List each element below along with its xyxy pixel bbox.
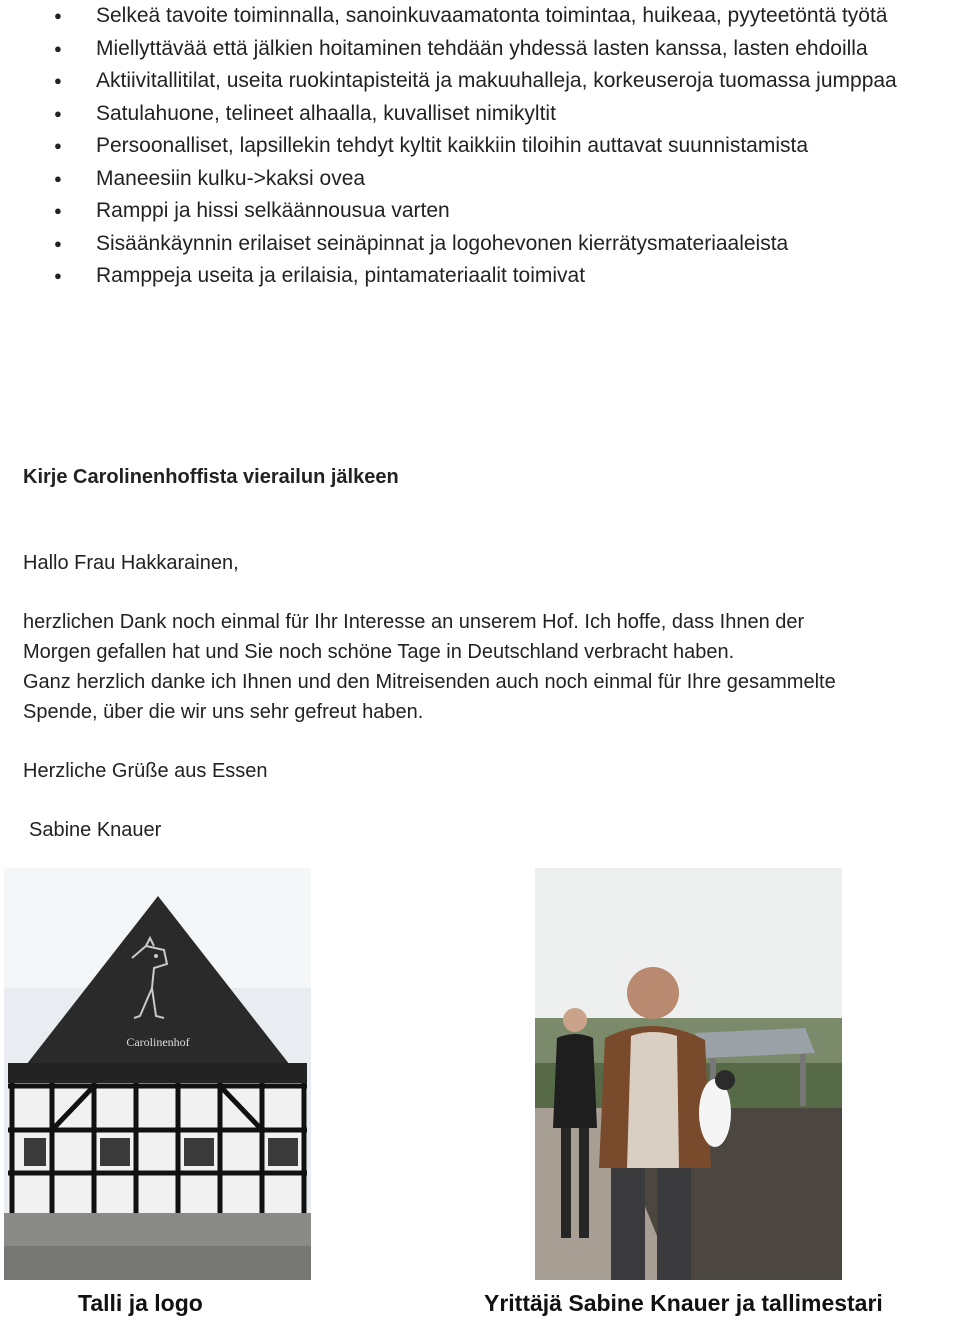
bullet-item: ● Ramppeja useita ja erilaisia, pintamateriaalit toimivat (0, 260, 960, 293)
letter-body-line: herzlichen Dank noch einmal für Ihr Interesse an unserem Hof. Ich hoffe, dass Ihnen der (23, 611, 805, 633)
letter-heading: Kirje Carolinenhoffista vierailun jälkeen (23, 466, 399, 488)
bullet-item: ● Persoonalliset, lapsillekin tehdyt kyltit kaikkiin tiloihin auttavat suunnistamista (0, 130, 960, 163)
barn-sign-text: Carolinenhof (126, 1035, 190, 1049)
barn-photo-caption: Talli ja logo (78, 1290, 203, 1316)
bullet-item: ● Selkeä tavoite toiminnalla, sanoinkuvaamatonta toimintaa, huikeaa, pyyteetöntä työtä (0, 0, 960, 33)
people-photo (535, 868, 842, 1280)
barn-illustration (4, 868, 311, 1280)
letter-body-line: Ganz herzlich danke ich Ihnen und den Mitreisenden auch noch einmal für Ihre gesammelte (23, 671, 836, 693)
observation-bullet-list (0, 0, 960, 293)
people-illustration (535, 868, 842, 1280)
letter-signature: Sabine Knauer (29, 819, 162, 841)
bullet-item: ● Satulahuone, telineet alhaalla, kuvalliset nimikyltit (0, 98, 960, 131)
letter-greeting: Hallo Frau Hakkarainen, (23, 552, 239, 574)
bullet-item: ● Maneesiin kulku->kaksi ovea (0, 163, 960, 196)
people-photo-caption: Yrittäjä Sabine Knauer ja tallimestari (484, 1290, 883, 1316)
bullet-item: ● Aktiivitallitilat, useita ruokintapisteitä ja makuuhalleja, korkeuseroja tuomassa jumppaa (0, 65, 960, 98)
bullet-item: ● Sisäänkäynnin erilaiset seinäpinnat ja logohevonen kierrätysmateriaaleista (0, 228, 960, 261)
bullet-item: ● Miellyttävää että jälkien hoitaminen tehdään yhdessä lasten kanssa, lasten ehdoilla (0, 33, 960, 66)
letter-body-line: Spende, über die wir uns sehr gefreut haben. (23, 701, 424, 723)
letter-body-line: Morgen gefallen hat und Sie noch schöne Tage in Deutschland verbracht haben. (23, 641, 735, 663)
barn-photo (4, 868, 311, 1280)
letter-body (23, 607, 943, 727)
letter-closing: Herzliche Grüße aus Essen (23, 760, 268, 782)
bullet-item: ● Ramppi ja hissi selkäännousua varten (0, 195, 960, 228)
